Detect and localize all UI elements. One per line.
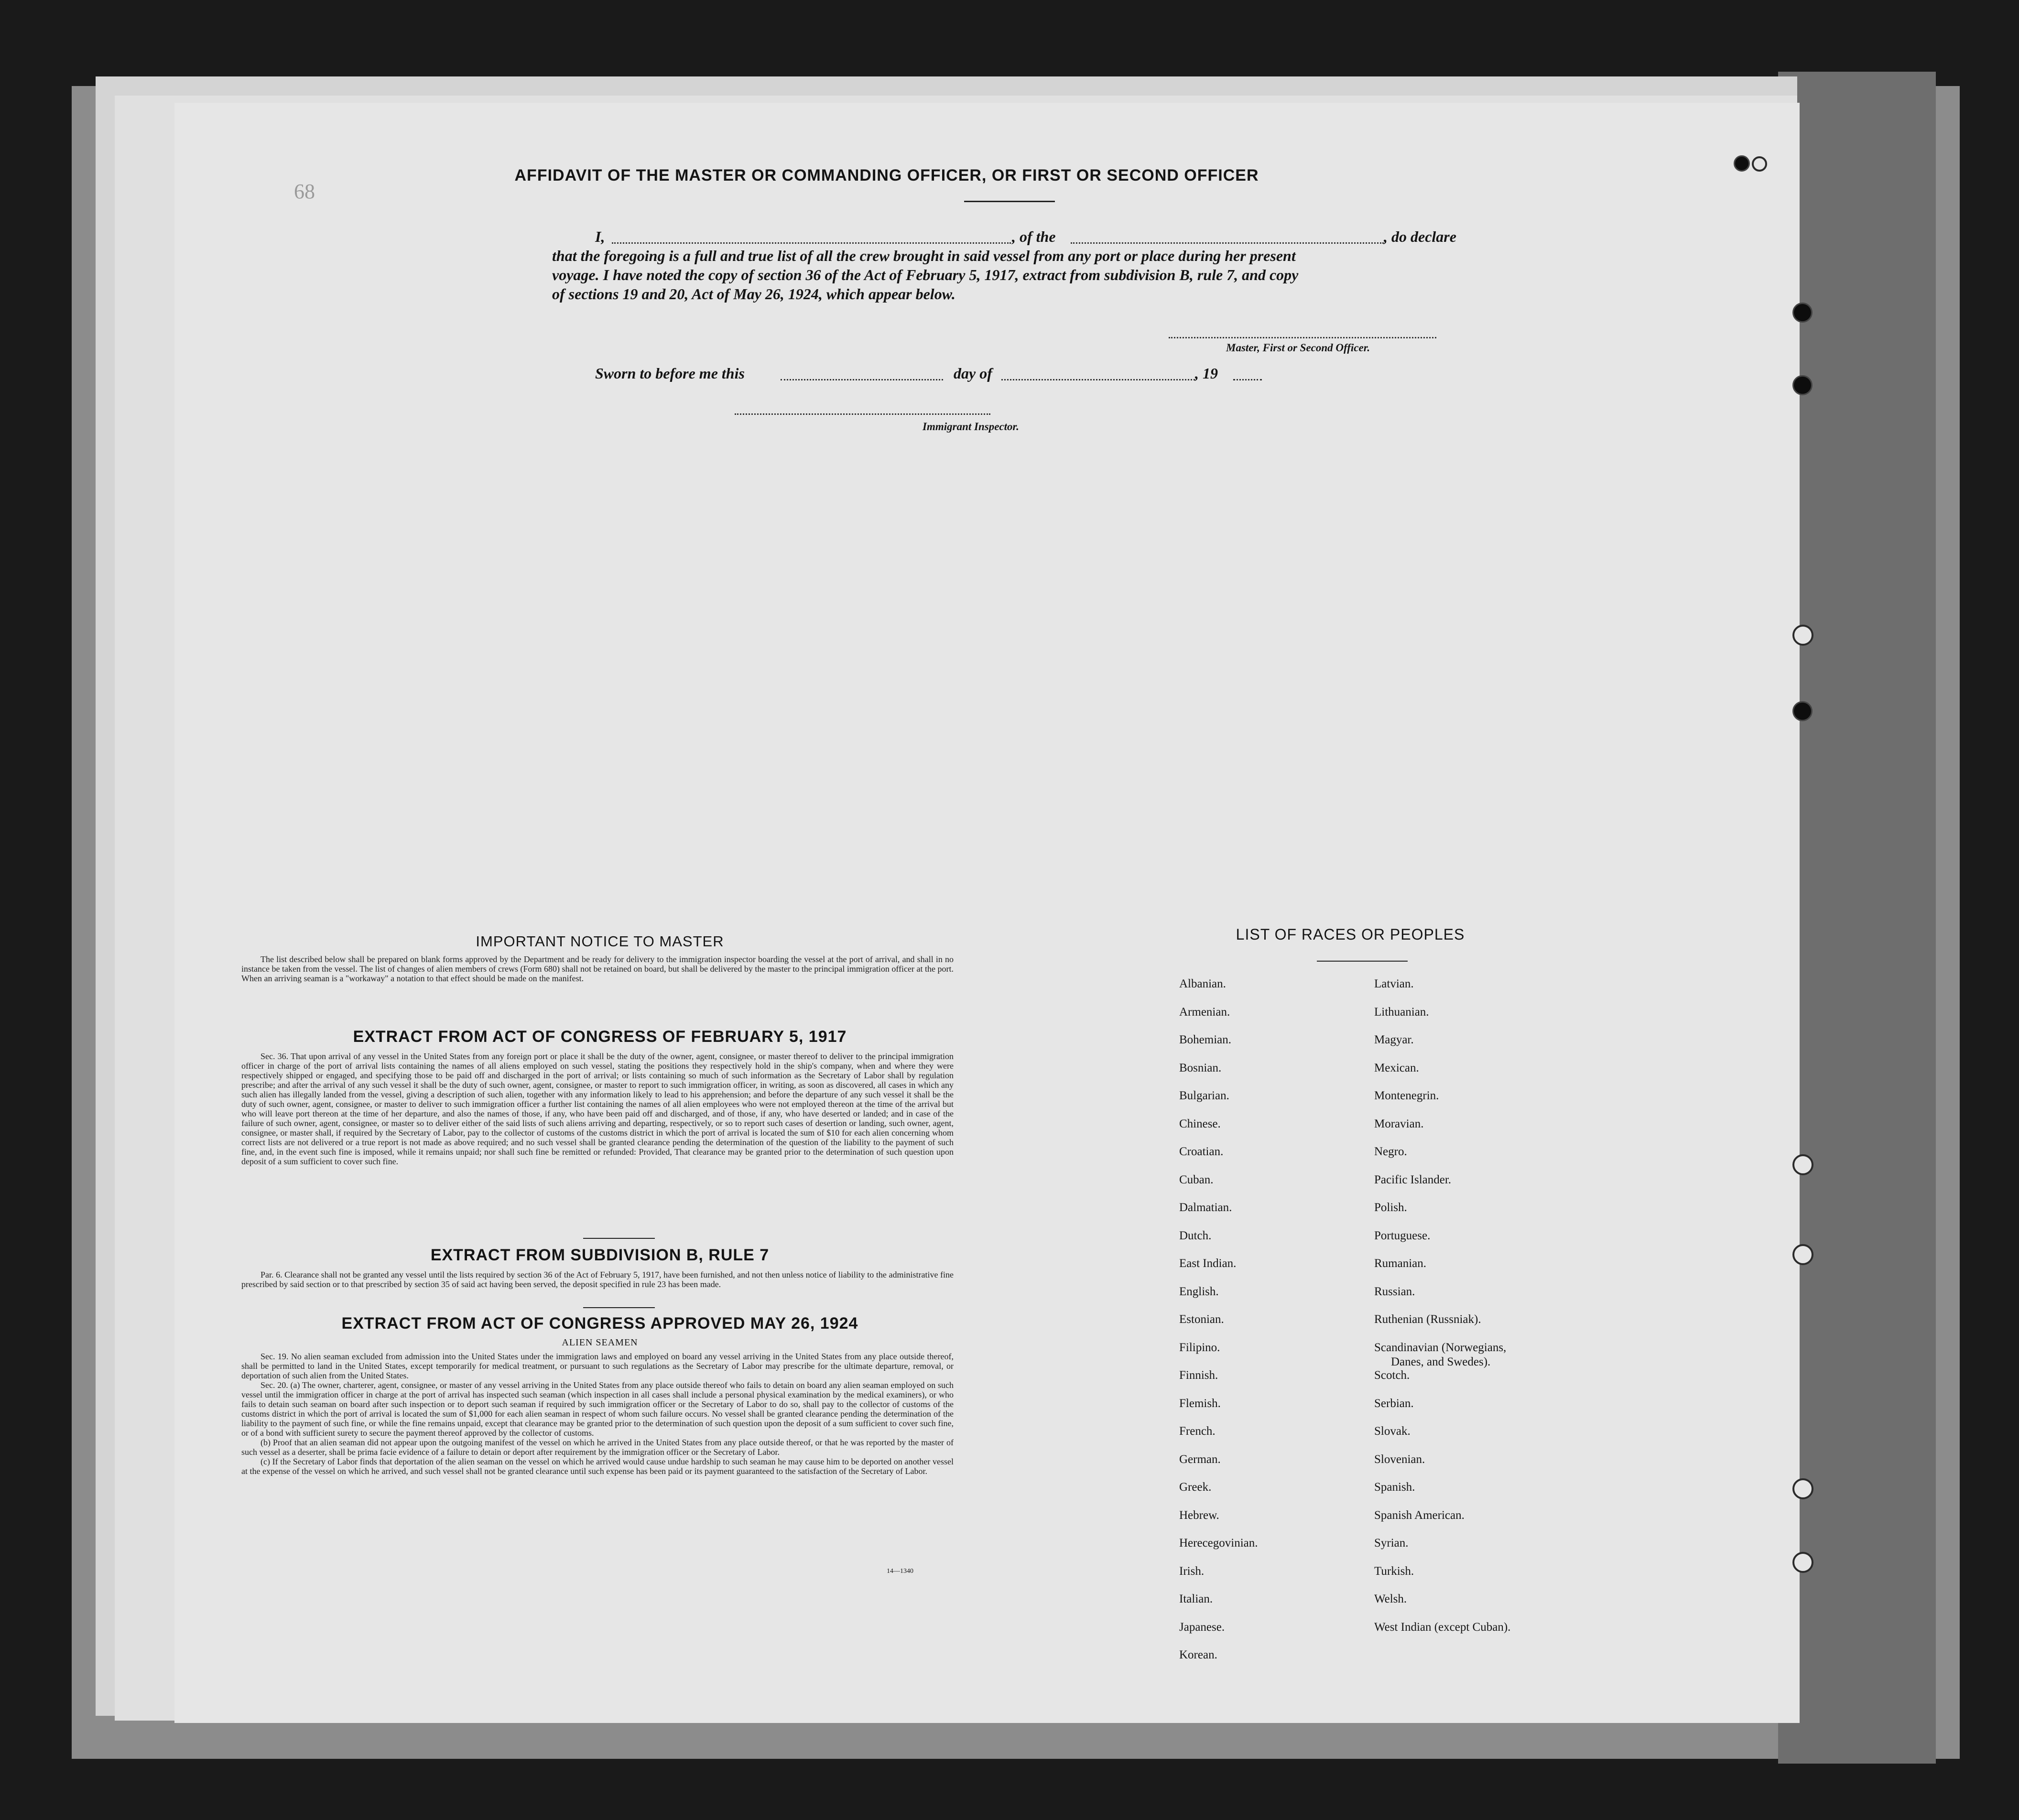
master-signature-label: Master, First or Second Officer.: [1226, 342, 1370, 354]
affidavit-line-4: of sections 19 and 20, Act of May 26, 1924, which appear below.: [552, 285, 955, 303]
race-item: Scandinavian (Norwegians,: [1374, 1341, 1507, 1354]
race-item: Italian.: [1179, 1592, 1213, 1605]
divider-1: [583, 1238, 655, 1239]
race-item: Moravian.: [1374, 1117, 1424, 1130]
race-item: Irish.: [1179, 1564, 1205, 1578]
race-item: English.: [1179, 1285, 1219, 1298]
master-signature-line: [1169, 337, 1436, 338]
affidavit-declare: , do declare: [1384, 228, 1456, 245]
race-item: Flemish.: [1179, 1397, 1221, 1410]
title-underline: [964, 201, 1055, 202]
race-item: Ruthenian (Russniak).: [1374, 1313, 1481, 1326]
sec-20b-text: (b) Proof that an alien seaman did not appear upon the outgoing manifest of the vessel on which he arrived in the United States from any place outside thereof, or that he was reported by the master of such vessel as a deserter, shall be prima facie evidence of a failure to detain or deport after requirement by the immigration officer or the Secretary of Labor.: [241, 1438, 954, 1457]
race-item: Mexican.: [1374, 1061, 1419, 1074]
race-item: Rumanian.: [1374, 1257, 1427, 1270]
punch-hole-icon: [1792, 1154, 1813, 1175]
blank-sworn-day: [781, 379, 943, 380]
inspector-label: Immigrant Inspector.: [923, 421, 1019, 433]
blank-name: [612, 242, 1011, 244]
sworn-day-of: day of: [954, 365, 992, 382]
affidavit-of-the: , of the: [1012, 228, 1056, 245]
races-title-underline: [1317, 961, 1408, 962]
race-item: Greek.: [1179, 1481, 1212, 1494]
race-item: Bosnian.: [1179, 1061, 1222, 1074]
notice-body: The list described below shall be prepared on blank forms approved by the Department and be ready for delivery to the immigration inspector boarding the vessel at the port of arrival, and shall in no instance be taken from the vessel. The list of changes of alien members of crews (Form 680) shall not be retained on board, but shall be delivered by the master to the principal immigration officer at the port. When an arriving seaman is a "workaway" a notation to that effect should be made on the manifest.: [241, 954, 954, 983]
sec-20a-text: Sec. 20. (a) The owner, charterer, agent, consignee, or master of any vessel arriving in the United States from any place outside thereof who fails to detain on board any alien seaman employed on such vessel until the immigration officer in charge at the port of arrival has inspected such seaman (which inspection in all cases shall include a personal physical examination by the medical examiners), or who fails to detain such seaman on board after such inspection or to deport such seaman if required by such immigration officer or the Secretary of Labor to do so, shall pay to the collector of customs of the customs district in which the port of arrival is located the sum of $1,000 for each alien seaman in respect of whom such failure occurs. No vessel shall be granted clearance pending the determination of the liability to the payment of such fine, or while the fine remains unpaid, except that clearance may be granted prior to the determination of such question upon the deposit of a sum sufficient to cover such fine, or of a bond with sufficient surety to secure the payment thereof approved by the collector of customs.: [241, 1380, 954, 1438]
race-item: Dalmatian.: [1179, 1201, 1232, 1214]
race-item: Korean.: [1179, 1648, 1217, 1661]
blank-sworn-year: [1233, 379, 1262, 380]
race-item: Croatian.: [1179, 1145, 1224, 1158]
race-item: Lithuanian.: [1374, 1005, 1429, 1018]
race-item: Slovenian.: [1374, 1452, 1425, 1466]
divider-2: [583, 1307, 655, 1308]
race-item: East Indian.: [1179, 1257, 1237, 1270]
extract-1917-title: EXTRACT FROM ACT OF CONGRESS OF FEBRUARY 5, 1917: [353, 1028, 847, 1046]
race-item: Negro.: [1374, 1145, 1407, 1158]
punch-hole-icon: [1792, 701, 1813, 721]
binder-edge: [1778, 72, 1936, 1764]
punch-hole-icon: [1752, 156, 1767, 172]
race-item: French.: [1179, 1425, 1216, 1438]
race-item: Chinese.: [1179, 1117, 1221, 1130]
punch-hole-icon: [1734, 155, 1750, 172]
race-item: Spanish.: [1374, 1481, 1415, 1494]
race-item: Dutch.: [1179, 1229, 1212, 1242]
race-item: Japanese.: [1179, 1620, 1225, 1634]
race-item: Armenian.: [1179, 1005, 1230, 1018]
race-item: Albanian.: [1179, 977, 1226, 990]
punch-hole-icon: [1792, 303, 1813, 323]
race-item: Spanish American.: [1374, 1508, 1465, 1522]
notice-title: IMPORTANT NOTICE TO MASTER: [476, 933, 724, 950]
race-item: Bohemian.: [1179, 1033, 1232, 1046]
race-item: West Indian (except Cuban).: [1374, 1620, 1511, 1634]
race-item: Estonian.: [1179, 1313, 1224, 1326]
race-item: Hebrew.: [1179, 1508, 1219, 1522]
race-item: Bulgarian.: [1179, 1089, 1229, 1102]
punch-hole-icon: [1792, 625, 1813, 646]
race-item: Magyar.: [1374, 1033, 1414, 1046]
extract-rule7-title: EXTRACT FROM SUBDIVISION B, RULE 7: [430, 1246, 770, 1264]
race-item: Filipino.: [1179, 1341, 1220, 1354]
race-item: Welsh.: [1374, 1592, 1407, 1605]
race-item: Latvian.: [1374, 977, 1414, 990]
form-number: 14—1340: [887, 1568, 913, 1575]
blank-sworn-month: [1001, 379, 1195, 380]
extract-1924-title: EXTRACT FROM ACT OF CONGRESS APPROVED MAY 26, 1924: [341, 1314, 858, 1332]
sec-20c-text: (c) If the Secretary of Labor finds that deportation of the alien seaman on the vessel on which he arrived would cause undue hardship to such seaman he may cause him to be deported on another vessel at the expense of the vessel on which he arrived, and such vessel shall not be granted clearance until such expense has been paid or its payment guaranteed to the satisfaction of the Secretary of Labor.: [241, 1457, 954, 1476]
extract-rule7-body: Par. 6. Clearance shall not be granted any vessel until the lists required by section 36 of the Act of February 5, 1917, have been furnished, and not then unless notice of liability to the administrative fine prescribed by said section or to that prescribed by section 35 of said act having been served, the deposit specified in rule 23 has been made.: [241, 1270, 954, 1289]
blank-vessel: [1071, 242, 1384, 244]
race-item: Syrian.: [1374, 1537, 1409, 1549]
document-page: [174, 103, 1800, 1723]
extract-1917-body: Sec. 36. That upon arrival of any vessel in the United States from any foreign port or place it shall be the duty of the owner, agent, consignee, or master thereof to deliver to the principal immigration officer in charge of the port of arrival lists containing the names of all aliens employed on such vessel, stating the positions they respectively hold in the ship's company, when and where they were respectively shipped or engaged, and specifying those to be paid off and discharged in the port of arrival; or lists containing so much of such information as the Secretary of Labor shall by regulation prescribe; and after the arrival of any such vessel it shall be the duty of such owner, agent, consignee, or master to report to such immigration officer, in writing, as soon as discovered, all cases in which any such alien has illegally landed from the vessel, giving a description of such alien, together with any information likely to lead to his apprehension; and before the departure of any such vessel it shall be the duty of such owner, agent, consignee, or master to deliver to such immigration officer a further list containing the names of all alien employees who were not employed thereon at the time of the arrival but who will leave port thereon at the time of her departure, and also the names of those, if any, who have been paid off and discharged, and of those, if any, who have deserted or landed; and in case of the failure of such owner, agent, consignee, or master so to deliver either of the said lists of such aliens arriving and departing, respectively, or so to report such cases of desertion or landing, such owner, agent, consignee, or master shall, if required by the Secretary of Labor, pay to the collector of customs of the customs district in which the port of arrival is located the sum of $10 for each alien concerning whom correct lists are not delivered or a true report is not made as above required; and no such vessel shall be granted clearance pending the determination of the question of the liability to the payment of such fine, and, in the event such fine is imposed, while it remains unpaid; nor shall such fine be remitted or refunded: Provided, That clearance may be granted prior to the determination of such question upon deposit of a sum sufficient to cover such fine.: [241, 1051, 954, 1166]
race-item: Scotch.: [1374, 1369, 1410, 1382]
race-item: Pacific Islander.: [1374, 1173, 1452, 1186]
punch-hole-icon: [1792, 1552, 1813, 1573]
race-item: Herecegovinian.: [1179, 1537, 1258, 1549]
race-item: Finnish.: [1179, 1369, 1218, 1382]
races-title: LIST OF RACES OR PEOPLES: [1236, 926, 1465, 943]
faint-page-number: 68: [294, 180, 315, 203]
race-item: Montenegrin.: [1374, 1089, 1439, 1102]
race-item: German.: [1179, 1452, 1221, 1466]
punch-hole-icon: [1792, 1478, 1813, 1499]
affidavit-i: I,: [595, 228, 605, 245]
extract-1924-body: [241, 1352, 954, 1476]
race-item: Serbian.: [1374, 1397, 1414, 1410]
race-item: Portuguese.: [1374, 1229, 1431, 1242]
race-item: Danes, and Swedes).: [1391, 1355, 1491, 1368]
affidavit-line-3: voyage. I have noted the copy of section 36 of the Act of February 5, 1917, extract from subdivision B, rule 7, and copy: [552, 266, 1299, 283]
race-item: Turkish.: [1374, 1564, 1414, 1578]
punch-hole-icon: [1792, 375, 1813, 395]
sec-19-text: Sec. 19. No alien seaman excluded from admission into the United States under the immigration laws and employed on board any vessel arriving in the United States from any place outside thereof, shall be permitted to land in the United States, except temporarily for medical treatment, or pursuant to such regulations as the Secretary of Labor may prescribe for the ultimate departure, removal, or deportation of such alien from the United States.: [241, 1352, 954, 1380]
sworn-prefix: Sworn to before me this: [595, 365, 745, 382]
alien-seamen-subtitle: ALIEN SEAMEN: [562, 1337, 638, 1348]
sworn-year: , 19: [1195, 365, 1218, 382]
affidavit-line-2: that the foregoing is a full and true list of all the crew brought in said vessel from any port or place during her present: [552, 247, 1296, 264]
race-item: Polish.: [1374, 1201, 1407, 1214]
inspector-signature-line: [735, 413, 990, 415]
race-item: Cuban.: [1179, 1173, 1214, 1186]
punch-hole-icon: [1792, 1244, 1813, 1265]
race-item: Slovak.: [1374, 1425, 1411, 1438]
race-item: Russian.: [1374, 1285, 1415, 1298]
affidavit-title: AFFIDAVIT OF THE MASTER OR COMMANDING OFFICER, OR FIRST OR SECOND OFFICER: [514, 166, 1259, 184]
